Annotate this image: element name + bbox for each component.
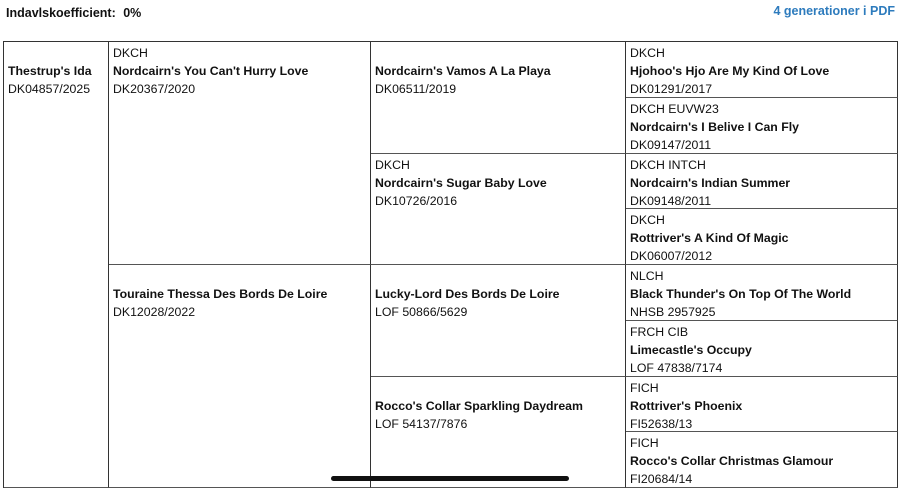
dog-name: Rottriver's A Kind Of Magic xyxy=(630,229,893,247)
dog-titles: DKCH xyxy=(375,156,621,174)
dog-titles: DKCH xyxy=(113,44,366,62)
dog-name: Black Thunder's On Top Of The World xyxy=(630,285,893,303)
dam-sire[interactable] xyxy=(371,265,626,377)
dog-reg-number: DK20367/2020 xyxy=(113,80,366,98)
dog-titles: DKCH EUVW23 xyxy=(630,100,893,118)
gen4-ancestor[interactable] xyxy=(626,209,898,265)
inbreeding-coefficient xyxy=(6,6,141,20)
gen4-ancestor[interactable] xyxy=(626,98,898,154)
dog-reg-number: DK06007/2012 xyxy=(630,247,893,265)
dog-name: Nordcairn's I Belive I Can Fly xyxy=(630,118,893,136)
dog-titles: NLCH xyxy=(630,267,893,285)
dog-reg-number: DK06511/2019 xyxy=(375,80,621,98)
dog-name: Rocco's Collar Christmas Glamour xyxy=(630,452,893,470)
dog-name: Nordcairn's Vamos A La Playa xyxy=(375,62,621,80)
sire[interactable] xyxy=(109,42,371,265)
dog-name: Rottriver's Phoenix xyxy=(630,397,893,415)
dog-reg-number: FI52638/13 xyxy=(630,415,893,433)
pedigree-table xyxy=(3,41,898,488)
dog-titles: FICH xyxy=(630,434,893,452)
dog-name: Rocco's Collar Sparkling Daydream xyxy=(375,397,621,415)
dog-name: Limecastle's Occupy xyxy=(630,341,893,359)
gen4-ancestor[interactable] xyxy=(626,265,898,321)
dog-reg-number: DK09147/2011 xyxy=(630,136,893,154)
gen4-ancestor[interactable] xyxy=(626,432,898,488)
dog-reg-number: DK12028/2022 xyxy=(113,303,366,321)
dog-name: Lucky-Lord Des Bords De Loire xyxy=(375,285,621,303)
dog-reg-number: FI20684/14 xyxy=(630,470,893,488)
dam-dam[interactable] xyxy=(371,377,626,488)
gen4-ancestor[interactable] xyxy=(626,321,898,377)
pdf-export-link[interactable]: 4 generationer i PDF xyxy=(773,4,895,18)
top-bar xyxy=(0,0,900,26)
dog-reg-number: NHSB 2957925 xyxy=(630,303,893,321)
dog-reg-number: DK09148/2011 xyxy=(630,192,893,210)
dog-name: Thestrup's Ida xyxy=(8,62,104,80)
dog-name: Nordcairn's You Can't Hurry Love xyxy=(113,62,366,80)
dog-titles: FRCH CIB xyxy=(630,323,893,341)
gen4-ancestor[interactable] xyxy=(626,154,898,210)
gen4-ancestor[interactable] xyxy=(626,42,898,98)
subject-dog[interactable] xyxy=(4,42,109,488)
dog-titles: DKCH xyxy=(630,44,893,62)
gen4-ancestor[interactable] xyxy=(626,377,898,433)
sire-dam[interactable] xyxy=(371,154,626,266)
dog-titles: DKCH xyxy=(630,211,893,229)
dog-reg-number: LOF 54137/7876 xyxy=(375,415,621,433)
dog-reg-number: DK04857/2025 xyxy=(8,80,104,98)
sire-sire[interactable] xyxy=(371,42,626,154)
dam[interactable] xyxy=(109,265,371,488)
dog-name: Nordcairn's Indian Summer xyxy=(630,174,893,192)
home-indicator[interactable] xyxy=(331,476,569,481)
inbreeding-label: Indavlskoefficient: xyxy=(6,6,116,20)
dog-titles: FICH xyxy=(630,379,893,397)
inbreeding-value: 0% xyxy=(123,6,141,20)
dog-reg-number: LOF 47838/7174 xyxy=(630,359,893,377)
dog-name: Hjohoo's Hjo Are My Kind Of Love xyxy=(630,62,893,80)
dog-name: Nordcairn's Sugar Baby Love xyxy=(375,174,621,192)
dog-reg-number: LOF 50866/5629 xyxy=(375,303,621,321)
dog-titles: DKCH INTCH xyxy=(630,156,893,174)
dog-name: Touraine Thessa Des Bords De Loire xyxy=(113,285,366,303)
dog-reg-number: DK01291/2017 xyxy=(630,80,893,98)
dog-reg-number: DK10726/2016 xyxy=(375,192,621,210)
